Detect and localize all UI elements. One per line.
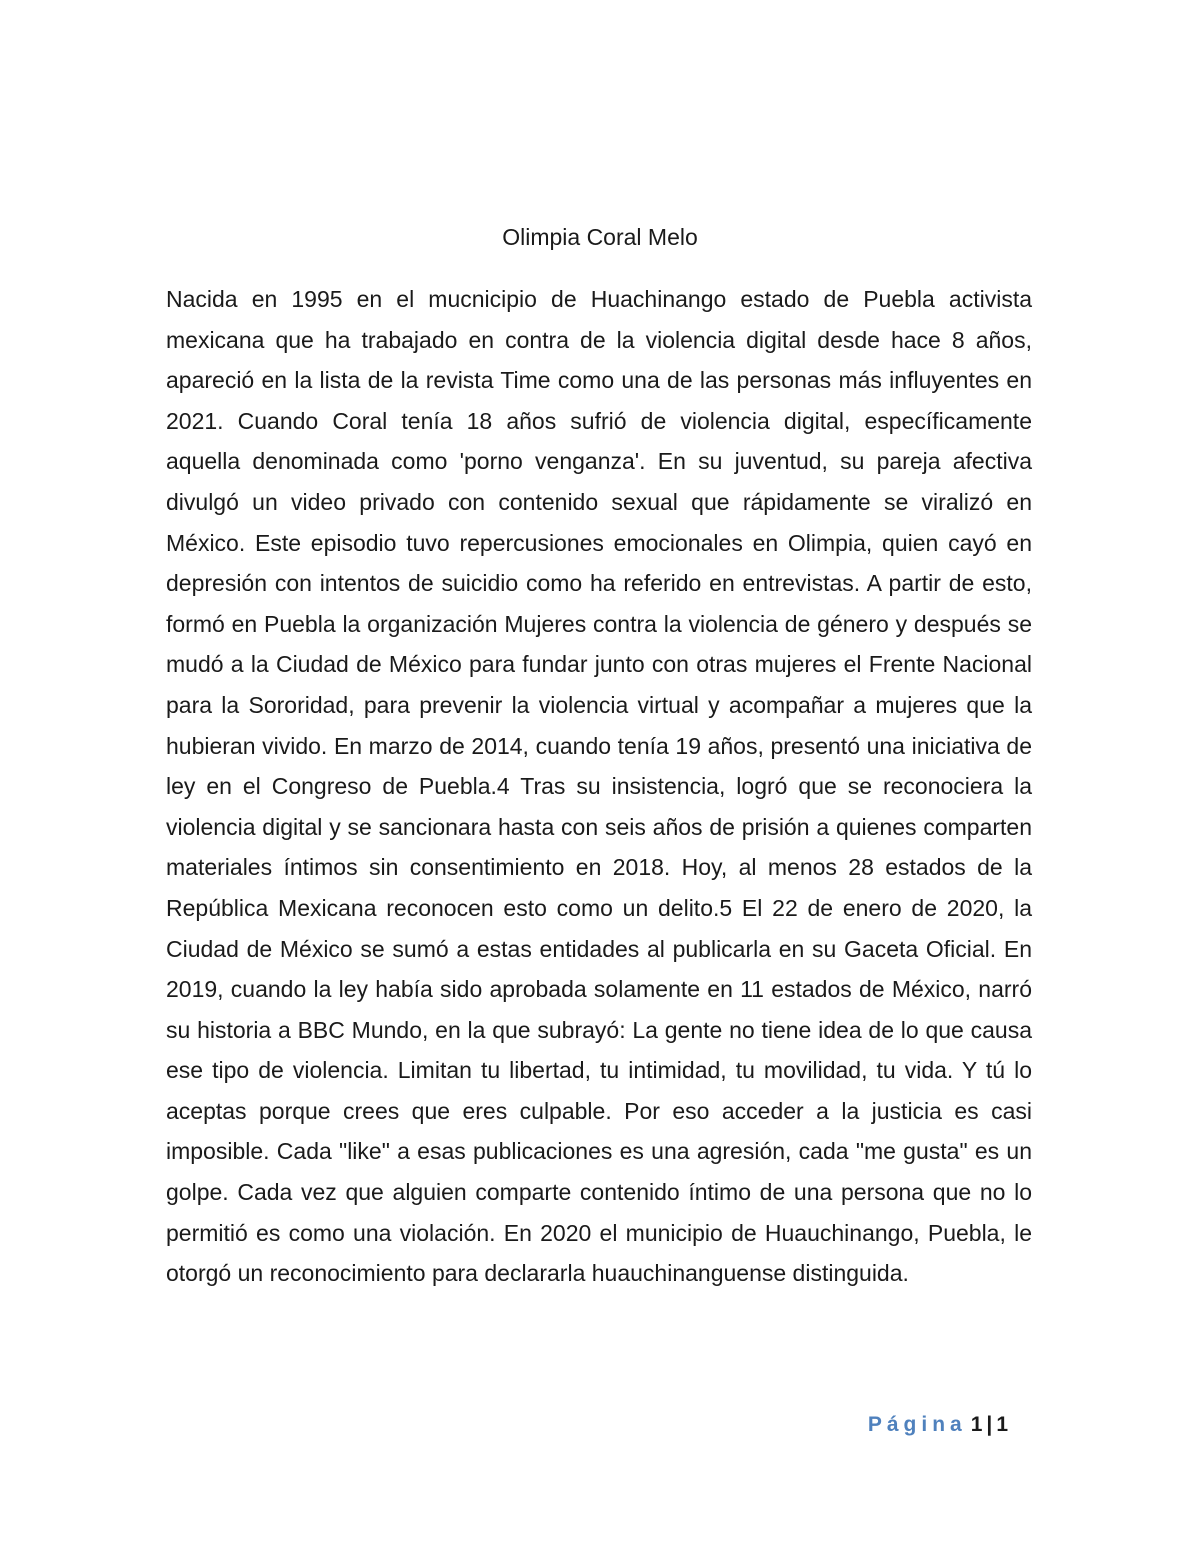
page-label: Página bbox=[867, 1413, 967, 1436]
body-paragraph: Nacida en 1995 en el mucnicipio de Huachinango estado de Puebla activista mexicana que ha trabajado en contra de la violencia digital desde hace 8 años, apareció en la lista de la revista Time como una de las personas más influyentes en 2021. Cuando Coral tenía 18 años sufrió de violencia digital, específicamente aquella denominada como 'porno venganza'. En su juventud, su pareja afectiva divulgó un video privado con contenido sexual que rápidamente se viralizó en México. Este episodio tuvo repercusiones emocionales en Olimpia, quien cayó en depresión con intentos de suicidio como ha referido en entrevistas. A partir de esto, formó en Puebla la organización Mujeres contra la violencia de género y después se mudó a la Ciudad de México para fundar junto con otras mujeres el Frente Nacional para la Sororidad, para prevenir la violencia virtual y acompañar a mujeres que la hubieran vivido. En marzo de 2014, cuando tenía 19 años, presentó una iniciativa de ley en el Congreso de Puebla.4 Tras su insistencia, logró que se reconociera la violencia digital y se sancionara hasta con seis años de prisión a quienes comparten materiales íntimos sin consentimiento en 2018. Hoy, al menos 28 estados de la República Mexicana reconocen esto como un delito.5 El 22 de enero de 2020, la Ciudad de México se sumó a estas entidades al publicarla en su Gaceta Oficial. En 2019, cuando la ley había sido aprobada solamente en 11 estados de México, narró su historia a BBC Mundo, en la que subrayó: La gente no tiene idea de lo que causa ese tipo de violencia. Limitan tu libertad, tu intimidad, tu movilidad, tu vida. Y tú lo aceptas porque crees que eres culpable. Por eso acceder a la justicia es casi imposible. Cada "like" a esas publicaciones es una agresión, cada "me gusta" es un golpe. Cada vez que alguien comparte contenido íntimo de una persona que no lo permitió es como una violación. En 2020 el municipio de Huauchinango, Puebla, le otorgó un reconocimiento para declararla huauchinanguense distinguida. bbox=[166, 286, 1032, 1287]
page-separator: | bbox=[986, 1413, 993, 1436]
document-title: Olimpia Coral Melo bbox=[502, 224, 698, 250]
total-pages-number: 1 bbox=[996, 1413, 1008, 1436]
current-page-number: 1 bbox=[970, 1413, 983, 1436]
page-footer bbox=[868, 1410, 1008, 1440]
